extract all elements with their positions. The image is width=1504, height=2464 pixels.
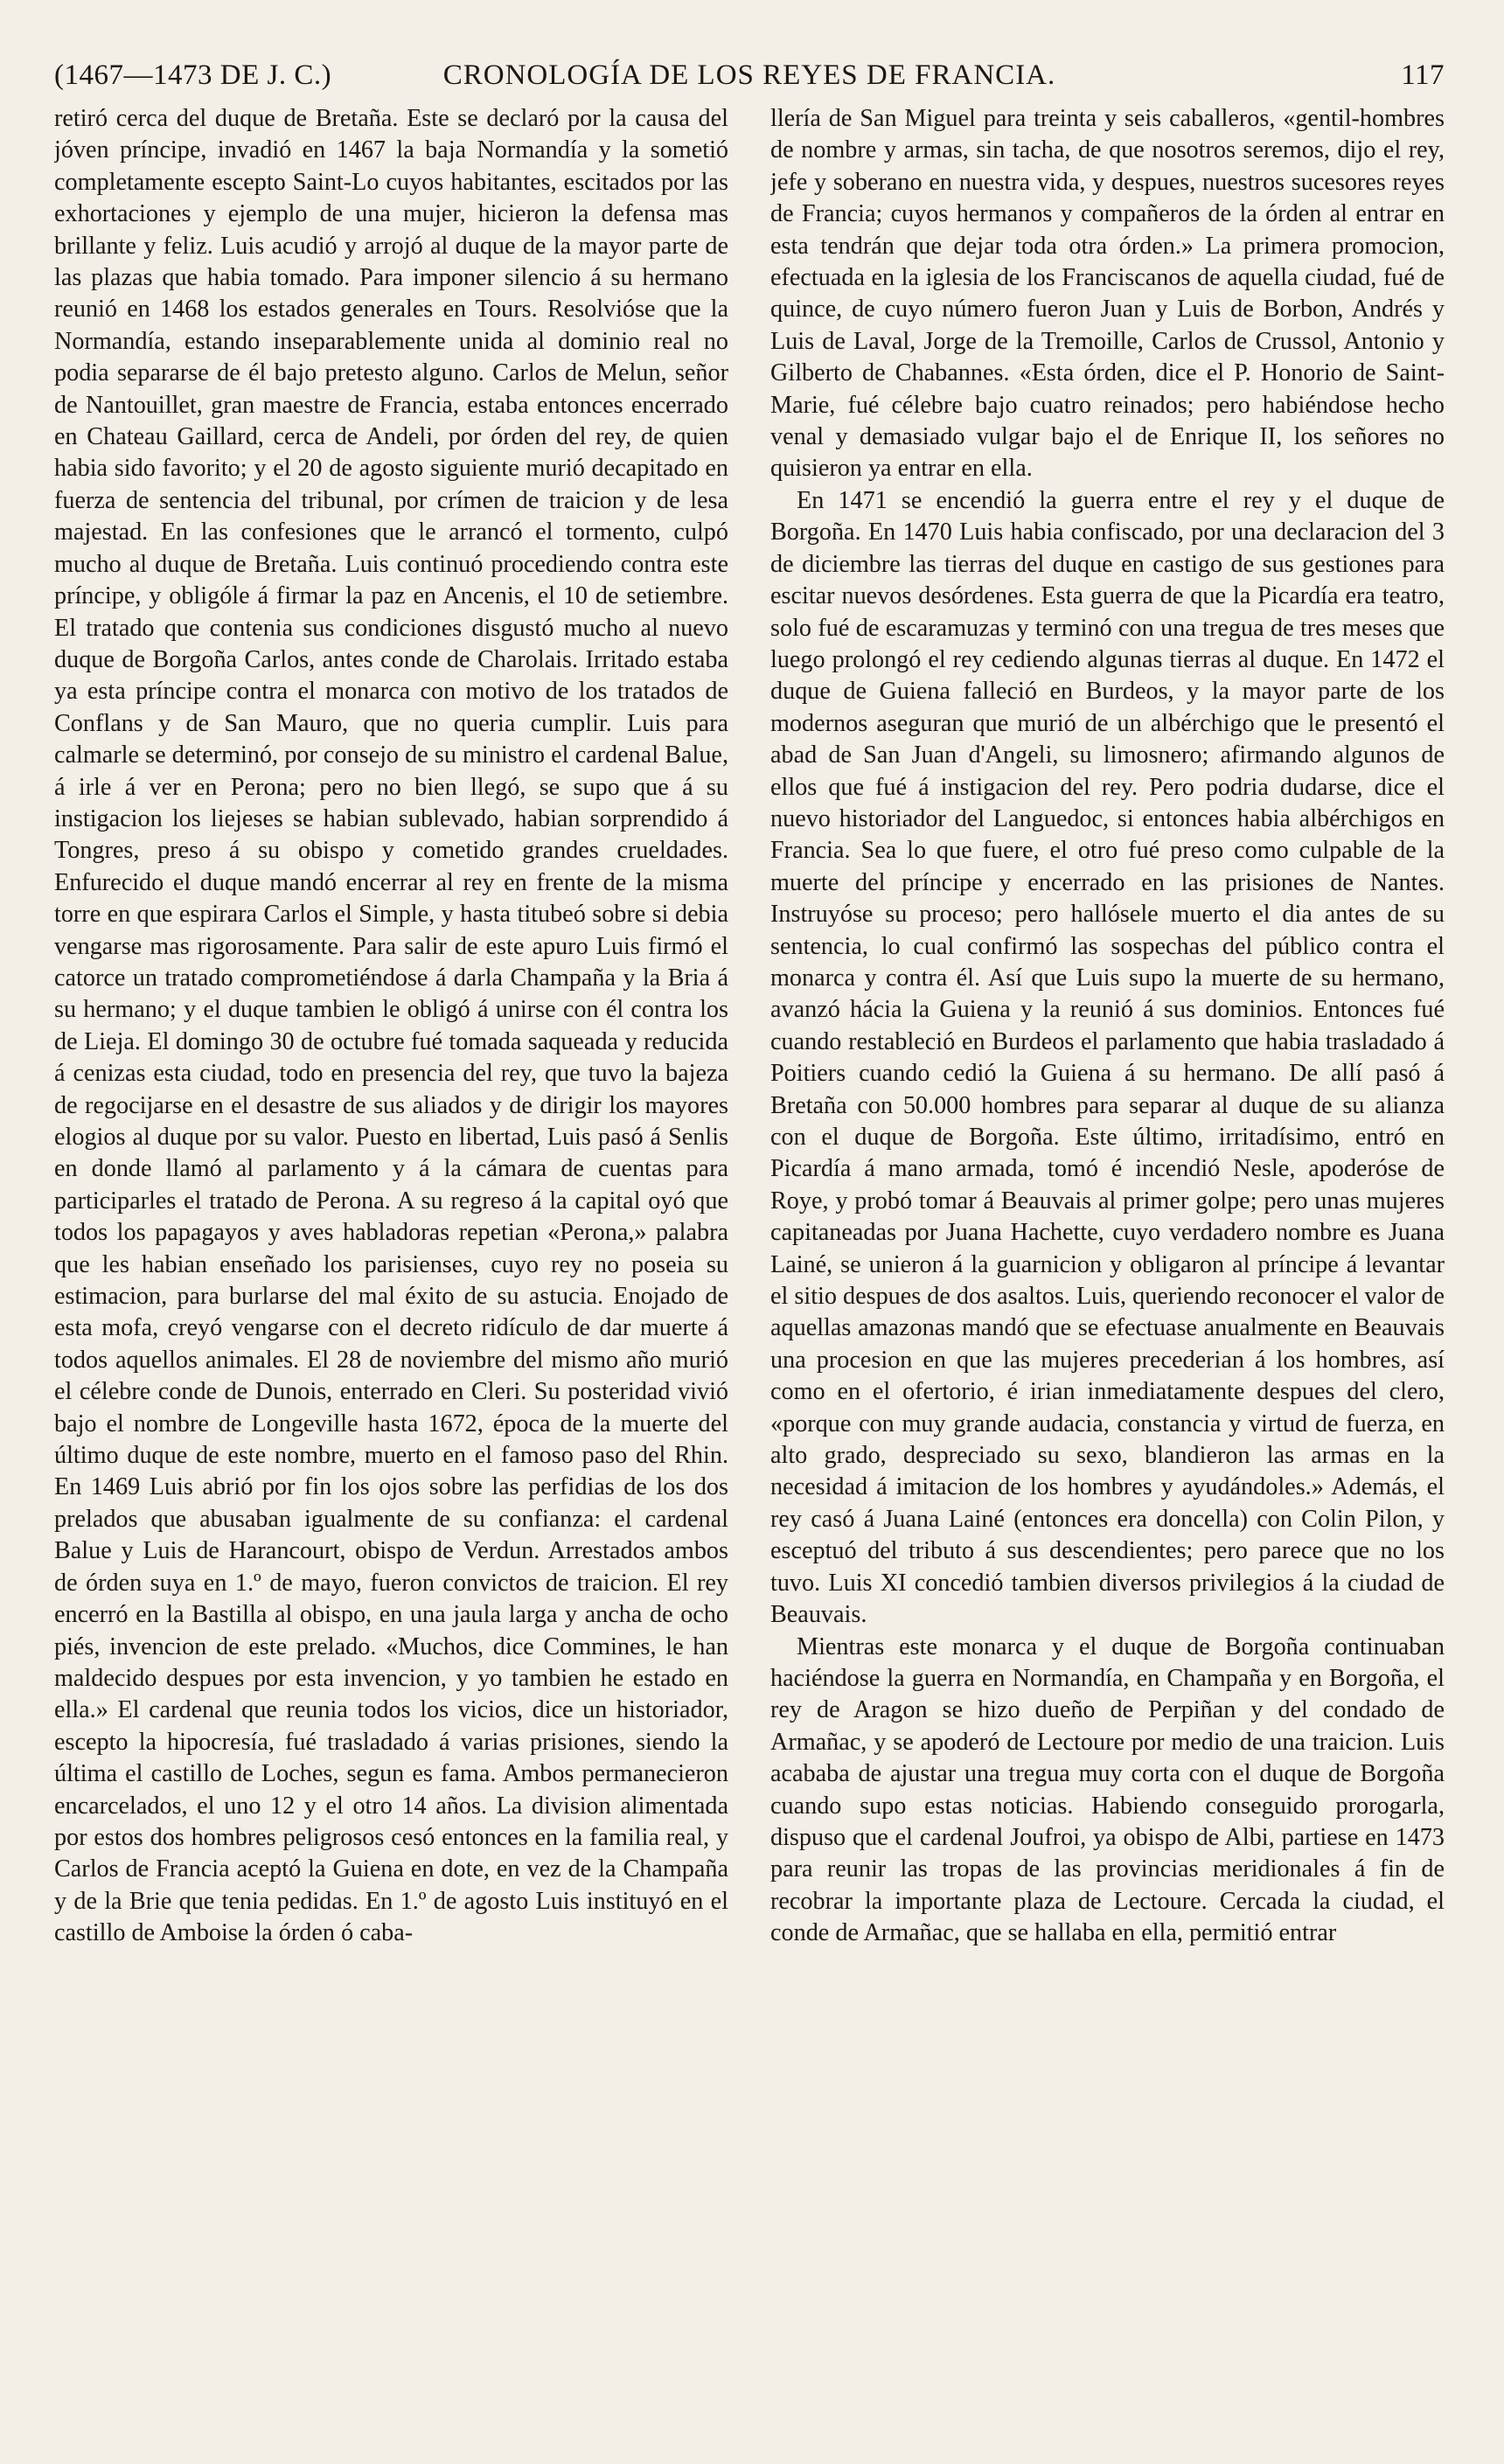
running-header [54, 59, 1445, 101]
left-column [54, 103, 728, 2447]
page-number: 117 [1401, 59, 1445, 91]
paragraph: En 1471 se encendió la guerra entre el rey y el duque de Borgoña. En 1470 Luis habia confiscado, por una declaracion del 3 de diciembre las tierras del duque en castigo de sus gestiones para escitar nuevos desórdenes. Esta guerra de que la Picardía era teatro, solo fué de escaramuzas y terminó con una tregua de tres meses que luego prolongó el rey cediendo algunas tierras al duque. En 1472 el duque de Guiena falleció en Burdeos, y la mayor parte de los modernos aseguran que murió de un albérchigo que le presentó el abad de San Juan d'Angeli, su limosnero; afirmando algunos de ellos que fué á instigacion del rey. Pero podria dudarse, dice el nuevo historiador del Languedoc, si entonces habia albérchigos en Francia. Sea lo que fuere, el otro fué preso como culpable de la muerte del príncipe y encerrado en las prisiones de Nantes. Instruyóse su proceso; pero hallósele muerto el dia antes de su sentencia, lo cual confirmó las sospechas del público contra el monarca y contra él. Así que Luis supo la muerte de su hermano, avanzó hácia la Guiena y la reunió á sus dominios. Entonces fué cuando restableció en Burdeos el parlamento que habia trasladado á Poitiers cuando cedió la Guiena á su hermano. De allí pasó á Bretaña con 50.000 hombres para separar al duque de su alianza con el duque de Borgoña. Este último, irritadísimo, entró en Picardía á mano armada, tomó é incendió Nesle, apoderóse de Roye, y probó tomar á Beauvais al primer golpe; pero unas mujeres capitaneadas por Juana Hachette, cuyo verdadero nombre es Juana Lainé, se unieron á la guarnicion y obligaron al príncipe á levantar el sitio despues de dos asaltos. Luis, queriendo reconocer el valor de aquellas amazonas mandó que se efectuase anualmente en Beauvais una procesion en que las mujeres precederian á los hombres, así como en el ofertorio, é irian inmediatamente despues del clero, «porque con muy grande audacia, constancia y virtud de fuerza, en alto grado, despreciado su sexo, blandieron las armas en la necesidad á imitacion de los hombres y ayudándoles.» Además, el rey casó á Juana Lainé (entonces era doncella) con Colin Pilon, y esceptuó del tributo á sus descendientes; pero parece que no los tuvo. Luis XI concedió tambien diversos privilegios á la ciudad de Beauvais. [770, 486, 1445, 1629]
paragraph: Mientras este monarca y el duque de Borgoña continuaban haciéndose la guerra en Normandía, en Champaña y en Borgoña, el rey de Aragon se hizo dueño de Perpiñan y del condado de Armañac, y se apoderó de Lectoure por medio de una traicion. Luis acababa de ajustar una tregua muy corta con el duque de Borgoña cuando supo estas noticias. Habiendo conseguido prorogarla, dispuso que el cardenal Joufroi, ya obispo de Albi, partiese en 1473 para reunir las tropas de las provincias meridionales á fin de recobrar la importante plaza de Lectoure. Cercada la ciudad, el conde de Armañac, que se hallaba en ella, permitió entrar [770, 1632, 1445, 1947]
page-title: CRONOLOGÍA DE LOS REYES DE FRANCIA. [442, 59, 1056, 91]
paragraph: retiró cerca del duque de Bretaña. Este se declaró por la causa del jóven príncipe, invadió en 1467 la baja Normandía y la sometió completamente escepto Saint-Lo cuyos habitantes, escitados por las exhortaciones y ejemplo de una mujer, hicieron la defensa mas brillante y feliz. Luis acudió y arrojó al duque de la mayor parte de las plazas que habia tomado. Para imponer silencio á su hermano reunió en 1468 los estados generales en Tours. Resolvióse que la Normandía, estando inseparablemente unida al dominio real no podia separarse de él bajo pretesto alguno. Carlos de Melun, señor de Nantouillet, gran maestre de Francia, estaba entonces encerrado en Chateau Gaillard, cerca de Andeli, por órden del rey, de quien habia sido favorito; y el 20 de agosto siguiente murió decapitado en fuerza de sentencia del tribunal, por crímen de traicion y de lesa majestad. En las confesiones que le arrancó el tormento, culpó mucho al duque de Bretaña. Luis continuó procediendo contra este príncipe, y obligóle á firmar la paz en Ancenis, el 10 de setiembre. El tratado que contenia sus condiciones disgustó mucho al nuevo duque de Borgoña Carlos, antes conde de Charolais. Irritado estaba ya esta príncipe contra el monarca con motivo de los tratados de Conflans y de San Mauro, que no queria cumplir. Luis para calmarle se determinó, por consejo de su ministro el cardenal Balue, á irle á ver en Perona; pero no bien llegó, se supo que á su instigacion los liejeses se habian sublevado, habian sorprendido á Tongres, preso á su obispo y cometido grandes crueldades. Enfurecido el duque mandó encerrar al rey en frente de la misma torre en que espirara Carlos el Simple, y hasta titubeó sobre si debia vengarse mas rigorosamente. Para salir de este apuro Luis firmó el catorce un tratado comprometiéndose á darla Champaña y la Bria á su hermano; y el duque tambien le obligó á unirse con él contra los de Lieja. El domingo 30 de octubre fué tomada saqueada y reducida á cenizas esta ciudad, todo en presencia del rey, que tuvo la bajeza de regocijarse en el desastre de sus aliados y de dirigir los mayores elogios al duque por su valor. Puesto en libertad, Luis pasó á Senlis en donde llamó al parlamento y á la cámara de cuentas para participarles el tratado de Perona. A su regreso á la capital oyó que todos los papagayos y aves habladoras repetian «Perona,» palabra que les habian enseñado los parisienses, cuyo rey no poseia su estimacion, para burlarse del mal éxito de su astucia. Enojado de esta mofa, creyó vengarse con el decreto ridículo de dar muerte á todos aquellos animales. El 28 de noviembre del mismo año murió el célebre conde de Dunois, enterrado en Cleri. Su posteridad vivió bajo el nombre de Longeville hasta 1672, época de la muerte del último duque de este nombre, muerto en el famoso paso del Rhin. En 1469 Luis abrió por fin los ojos sobre las perfidias de los dos prelados que abusaban igualmente de su confianza: el cardenal Balue y Luis de Harancourt, obispo de Verdun. Arrestados ambos de órden suya en 1.º de mayo, fueron convictos de traicion. El rey encerró en la Bastilla al obispo, en una jaula larga y ancha de ocho piés, invencion de este prelado. «Muchos, dice Commines, le han maldecido despues por esta invencion, y yo tambien he estado en ella.» El cardenal que reunia todos los vicios, dice un historiador, escepto la hipocresía, fué trasladado á varias prisiones, siendo la última el castillo de Loches, segun es fama. Ambos permanecieron encarcelados, el uno 12 y el otro 14 años. La division alimentada por estos dos hombres peligrosos cesó entonces en la familia real, y Carlos de Francia aceptó la Guiena en dote, en vez de la Champaña y de la Brie que tenia pedidas. En 1.º de agosto Luis instituyó en el castillo de Amboise la órden ó caba- [54, 105, 728, 1947]
paragraph: llería de San Miguel para treinta y seis caballeros, «gentil-hombres de nombre y armas, sin tacha, de que nosotros seremos, dijo el rey, jefe y soberano en nuestra vida, y despues, nuestros sucesores reyes de Francia; cuyos hermanos y compañeros de la órden al entrar en esta tendrán que dejar toda otra órden.» La primera promocion, efectuada en la iglesia de los Franciscanos de aquella ciudad, fué de quince, de cuyo número fueron Juan y Luis de Borbon, Andrés y Luis de Laval, Jorge de la Tremoille, Carlos de Crussol, Antonio y Gilberto de Chabannes. «Esta órden, dice el P. Honorio de Saint-Marie, fué célebre bajo cuatro reinados; pero habiéndose hecho venal y demasiado vulgar bajo el de Enrique II, los señores no quisieron ya entrar en ella. [770, 105, 1445, 483]
text-columns [54, 103, 1445, 2447]
date-range: (1467—1473 DE J. C.) [54, 59, 332, 91]
right-column [770, 103, 1445, 2447]
